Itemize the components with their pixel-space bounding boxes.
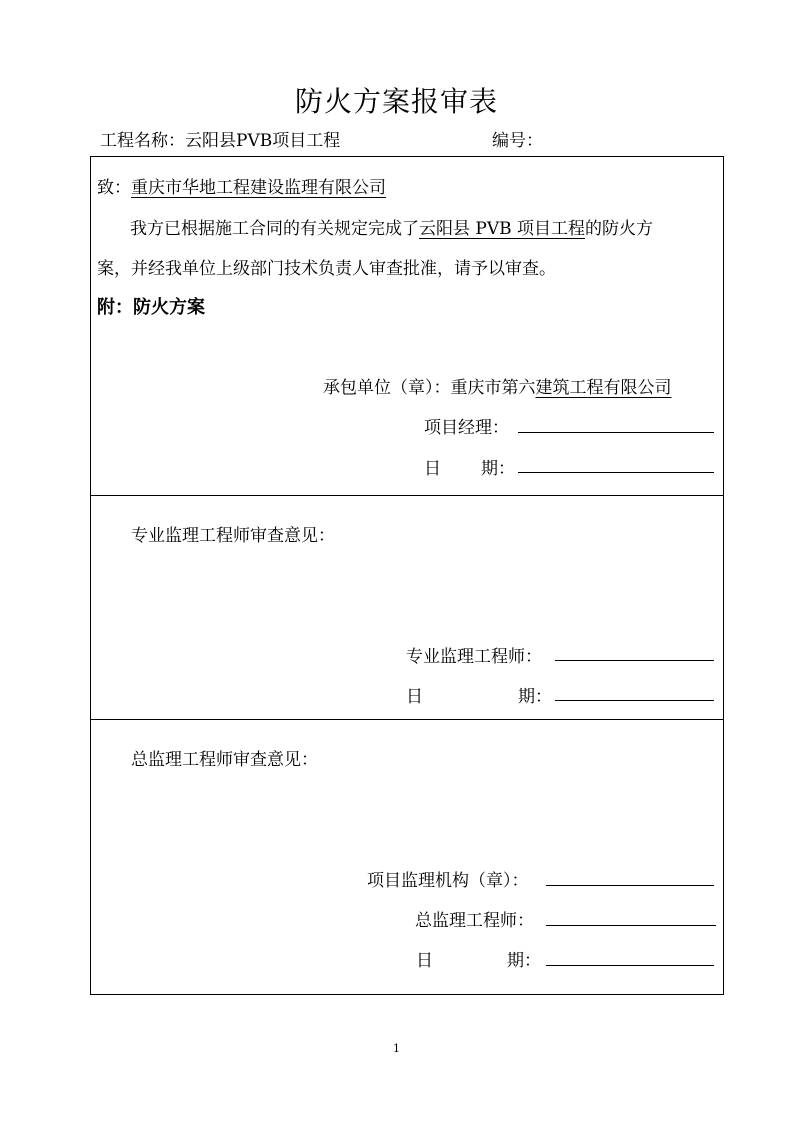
body-line-1 <box>130 214 653 239</box>
specialist-date-field[interactable] <box>555 700 714 701</box>
project-label: 工程名称： <box>100 131 185 151</box>
contractor-label: 承包单位（章）： <box>323 378 451 398</box>
body-text: 我方已根据施工合同的有关规定完成了 <box>130 219 419 239</box>
supervision-org-label: 项目监理机构（章）： <box>367 871 529 891</box>
body-text: 的防火方 <box>585 219 654 239</box>
chief-engineer-label: 总监理工程师： <box>415 911 534 931</box>
contractor-date-field[interactable] <box>518 472 714 473</box>
specialist-opinion-label: 专业监理工程师审查意见： <box>131 526 335 546</box>
specialist-engineer-label: 专业监理工程师： <box>406 647 542 667</box>
page-number: 1 <box>393 1042 400 1055</box>
addressee-row <box>97 173 386 198</box>
project-manager-signature-field[interactable] <box>518 432 714 433</box>
chief-signature-field[interactable] <box>546 925 716 926</box>
number-label: 编号： <box>492 131 543 151</box>
chief-date-field[interactable] <box>546 965 714 966</box>
contractor-name-underlined: 建筑工程有限公司 <box>535 378 672 398</box>
date-label-a: 日 <box>406 687 423 707</box>
contractor-name: 重庆市第六 <box>450 378 536 398</box>
date-label-b: 期： <box>481 459 515 479</box>
project-name: 云阳县PVB项目工程 <box>185 131 341 151</box>
date-label-a: 日 <box>424 459 441 479</box>
chief-opinion-label: 总监理工程师审查意见： <box>131 750 318 770</box>
specialist-signature-field[interactable] <box>555 660 714 661</box>
submission-section <box>90 156 724 496</box>
date-label-b: 期： <box>518 687 552 707</box>
body-project-name: 云阳县 PVB 项目工程 <box>419 219 586 239</box>
contractor-row <box>323 373 672 398</box>
attachment-label: 附：防火方案 <box>97 297 205 318</box>
page-title: 防火方案报审表 <box>294 85 498 118</box>
addressee-company: 重庆市华地工程建设监理有限公司 <box>131 178 386 198</box>
date-label-a: 日 <box>416 951 433 971</box>
project-manager-label: 项目经理： <box>424 418 509 438</box>
supervision-org-seal-field[interactable] <box>546 885 714 886</box>
body-line-2: 案，并经我单位上级部门技术负责人审查批准，请予以审查。 <box>97 259 556 279</box>
to-label: 致： <box>97 178 131 198</box>
project-name-row <box>100 126 340 151</box>
date-label-b: 期： <box>507 951 541 971</box>
